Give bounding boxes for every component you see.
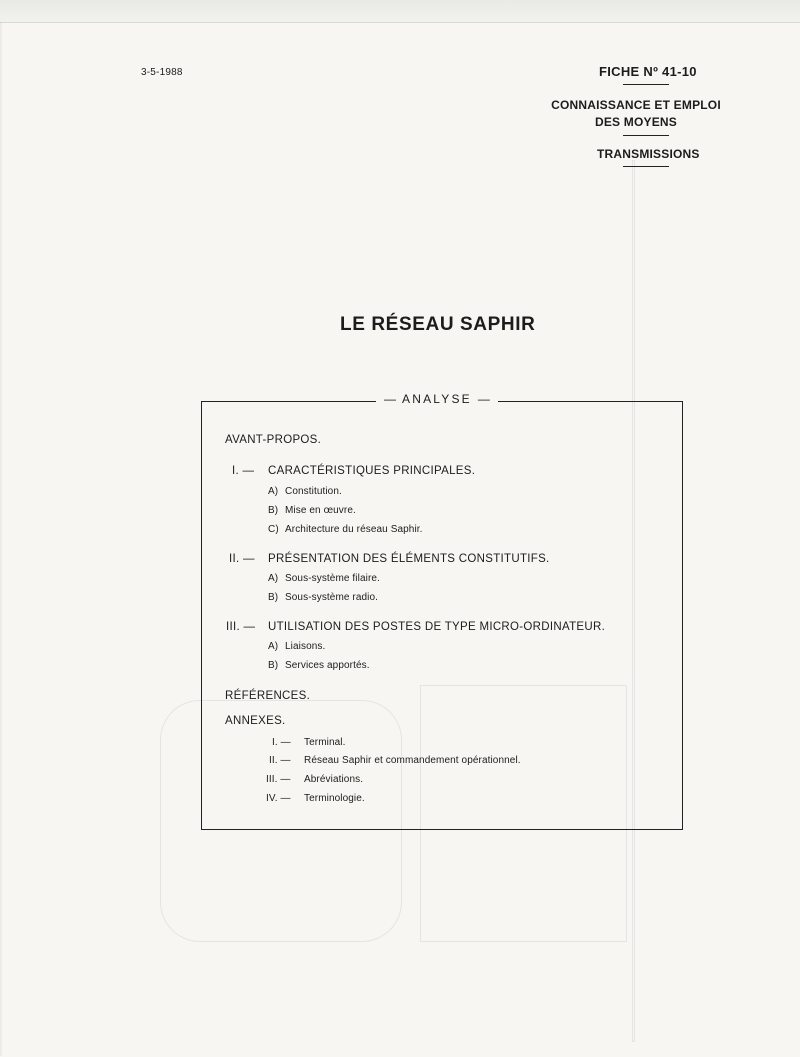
annex-2-number: II. — xyxy=(269,755,291,766)
annex-3 xyxy=(266,774,363,785)
annexes-heading: ANNEXES. xyxy=(225,715,286,727)
analyse-label: — ANALYSE — xyxy=(376,392,498,406)
references-heading: RÉFÉRENCES. xyxy=(225,690,311,702)
section-1-item-c-text: Architecture du réseau Saphir. xyxy=(285,524,423,535)
section-title xyxy=(516,97,756,131)
scan-top-edge xyxy=(0,0,800,22)
section-2-item-b-text: Sous-système radio. xyxy=(285,592,379,603)
section-1-title: CARACTÉRISTIQUES PRINCIPALES. xyxy=(268,465,476,477)
avant-propos-heading: AVANT-PROPOS. xyxy=(225,434,322,446)
document-title: LE RÉSEAU SAPHIR xyxy=(340,314,536,335)
section-3-item-a-letter: A) xyxy=(268,641,279,652)
section-1-item-a xyxy=(268,486,342,497)
annex-4-text: Terminologie. xyxy=(304,793,365,804)
section-1-number: I. — xyxy=(232,465,255,477)
fiche-number: FICHE Nº 41-10 xyxy=(599,64,697,79)
annex-4-number: IV. — xyxy=(266,793,291,804)
section-3-item-b xyxy=(268,660,370,671)
fiche-underline xyxy=(623,84,669,85)
annex-2 xyxy=(269,755,521,766)
section-2-item-a-text: Sous-système filaire. xyxy=(285,573,380,584)
section-title-line2: DES MOYENS xyxy=(594,115,677,129)
section-3-item-a-text: Liaisons. xyxy=(285,641,326,652)
section-2-item-b-letter: B) xyxy=(268,592,279,603)
section-3-item-b-text: Services apportés. xyxy=(285,660,370,671)
section-3-heading xyxy=(226,621,605,633)
annex-4 xyxy=(266,793,365,804)
section-1-item-b-letter: B) xyxy=(268,505,279,516)
section-1-item-a-text: Constitution. xyxy=(285,486,342,497)
section-1-heading xyxy=(232,465,475,477)
section-2-number: II. — xyxy=(229,553,255,565)
section-3-item-b-letter: B) xyxy=(268,660,279,671)
section-1-item-c xyxy=(268,524,423,535)
annex-3-text: Abréviations. xyxy=(304,774,364,785)
section-2-title: PRÉSENTATION DES ÉLÉMENTS CONSTITUTIFS. xyxy=(268,553,550,565)
section-underline xyxy=(623,135,669,136)
section-1-item-a-letter: A) xyxy=(268,486,279,497)
section-3-title: UTILISATION DES POSTES DE TYPE MICRO-ORDINATEUR. xyxy=(268,621,606,633)
page-edge-shadow xyxy=(0,22,3,1056)
section-3-item-a xyxy=(268,641,325,652)
section-3-number: III. — xyxy=(226,621,256,633)
section-2-item-a xyxy=(268,573,380,584)
section-title-line1: CONNAISSANCE ET EMPLOI xyxy=(551,98,721,112)
annex-3-number: III. — xyxy=(266,774,291,785)
section-2-heading xyxy=(229,553,550,565)
document-date: 3-5-1988 xyxy=(141,67,183,78)
annex-1-text: Terminal. xyxy=(304,737,346,748)
section-2-item-a-letter: A) xyxy=(268,573,279,584)
section-2-item-b xyxy=(268,592,378,603)
subsection-underline xyxy=(623,166,669,167)
annex-2-text: Réseau Saphir et commandement opérationnel. xyxy=(304,755,521,766)
section-1-item-b xyxy=(268,505,356,516)
section-1-item-b-text: Mise en œuvre. xyxy=(285,505,356,516)
section-1-item-c-letter: C) xyxy=(268,524,279,535)
annex-1 xyxy=(272,737,345,748)
annex-1-number: I. — xyxy=(272,737,291,748)
subsection-title: TRANSMISSIONS xyxy=(597,147,700,161)
